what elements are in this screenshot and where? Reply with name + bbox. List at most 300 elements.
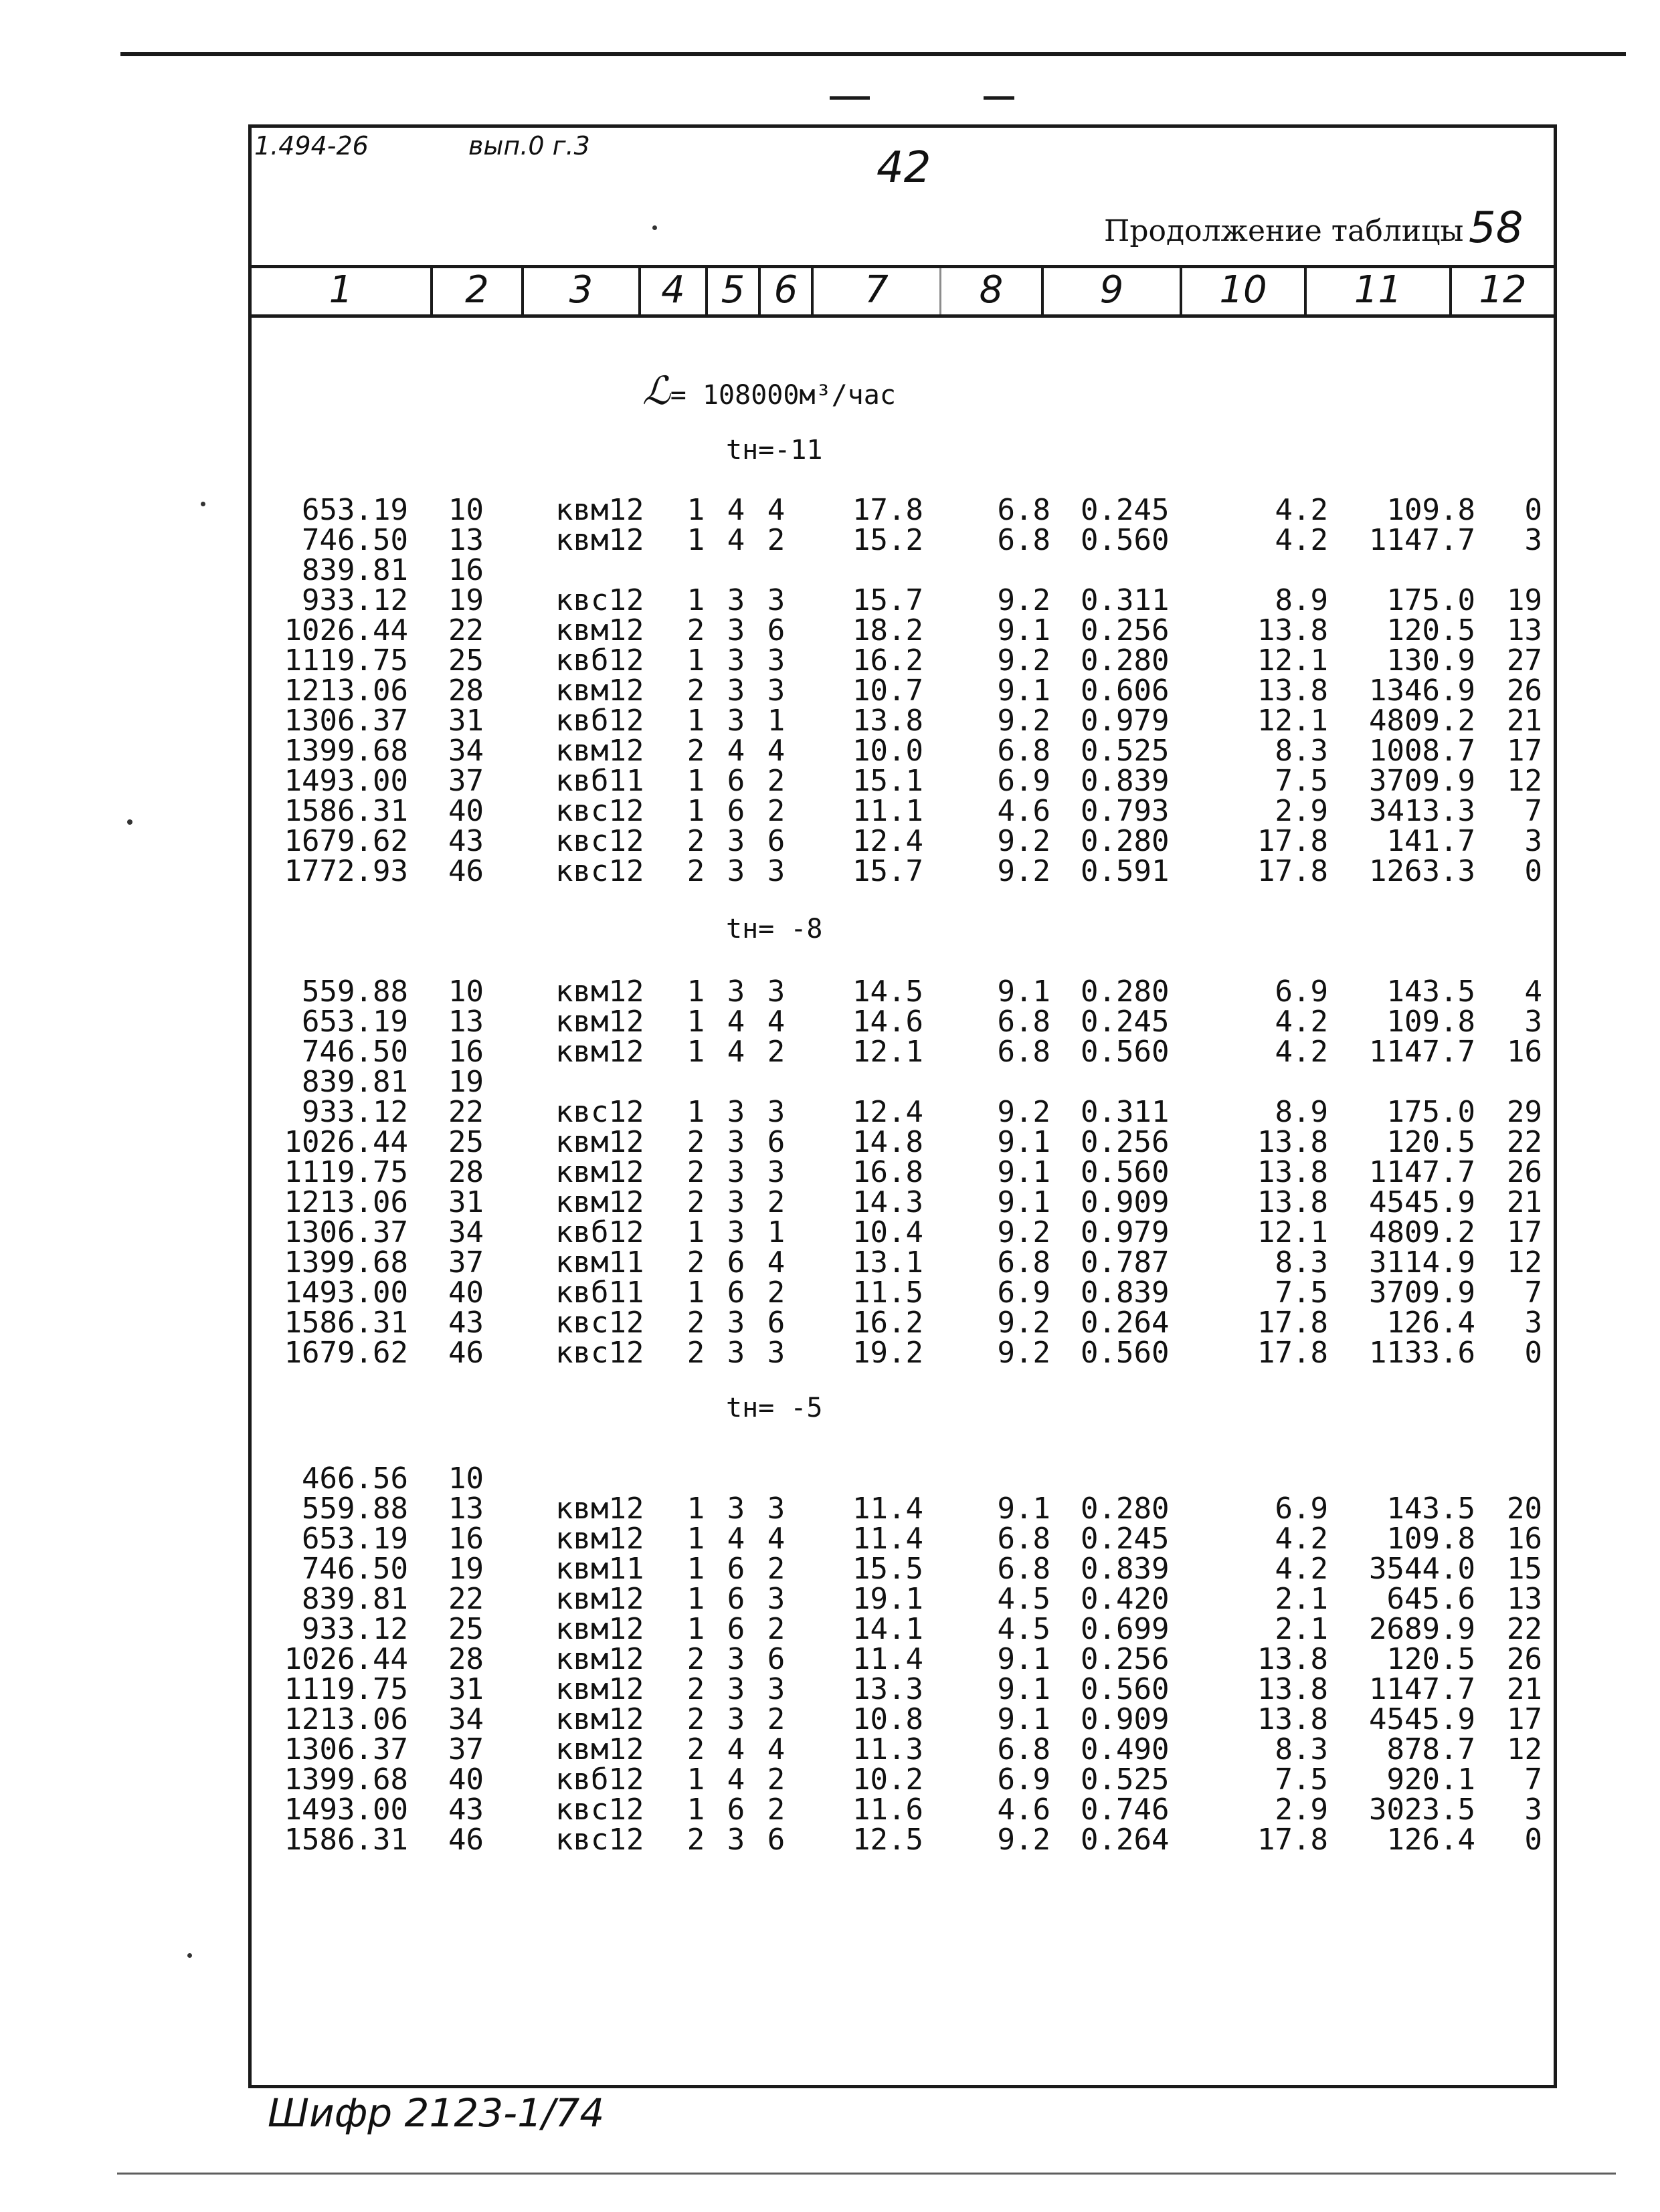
cell-col-10: 12.1 xyxy=(1257,643,1328,678)
cell-col-10: 6.9 xyxy=(1275,975,1328,1009)
cell-col-6: 3 xyxy=(767,1582,786,1616)
cell-col-8: 6.8 xyxy=(997,1005,1050,1039)
cell-col-1: 1399.68 xyxy=(284,1245,408,1280)
cell-col-8: 6.8 xyxy=(997,493,1050,527)
cell-col-8: 9.1 xyxy=(997,674,1050,708)
cell-col-10: 8.3 xyxy=(1275,1732,1328,1767)
cell-col-12: 3 xyxy=(1524,523,1542,557)
cell-col-9: 0.264 xyxy=(1081,1306,1170,1340)
cell-col-11: 1133.6 xyxy=(1369,1336,1475,1370)
cell-col-5: 3 xyxy=(727,975,745,1009)
cell-col-9: 0.909 xyxy=(1081,1702,1170,1736)
cell-col-4: 2 xyxy=(686,1306,705,1340)
cell-col-8: 6.8 xyxy=(997,523,1050,557)
flow-rate xyxy=(642,368,896,413)
cell-col-5: 3 xyxy=(727,1823,745,1857)
cell-col-10: 13.8 xyxy=(1257,1185,1328,1219)
cell-col-4: 2 xyxy=(686,1672,705,1706)
cell-col-6 xyxy=(756,1067,796,1097)
cell-col-7: 13.8 xyxy=(852,704,923,738)
cell-col-7: 10.0 xyxy=(852,734,923,768)
header-bottom-line xyxy=(248,314,1557,318)
cell-col-8: 6.8 xyxy=(997,1732,1050,1767)
cell-col-2: 22 xyxy=(448,613,484,647)
cell-col-5: 4 xyxy=(727,1005,745,1039)
cell-col-1: 1399.68 xyxy=(284,734,408,768)
cell-col-10: 13.8 xyxy=(1257,674,1328,708)
cell-col-2: 34 xyxy=(448,1702,484,1736)
cell-col-8: 9.1 xyxy=(997,975,1050,1009)
table-row xyxy=(254,856,1542,886)
cell-col-6: 3 xyxy=(767,1492,786,1526)
cell-col-4: 1 xyxy=(686,1582,705,1616)
cell-col-7: 11.4 xyxy=(852,1492,923,1526)
section-title-3: tн= -5 xyxy=(726,1393,823,1423)
cell-col-10: 17.8 xyxy=(1257,1823,1328,1857)
cell-col-6: 3 xyxy=(767,583,786,617)
cell-col-8: 6.8 xyxy=(997,1035,1050,1069)
table-row xyxy=(254,706,1542,736)
table-row xyxy=(254,1308,1542,1338)
cell-col-10: 8.3 xyxy=(1275,734,1328,768)
cell-col-8: 9.2 xyxy=(997,1306,1050,1340)
table-row xyxy=(254,1795,1542,1825)
page-number: 42 xyxy=(877,143,931,193)
cell-col-1: 1306.37 xyxy=(284,1215,408,1249)
cell-col-6 xyxy=(756,555,796,585)
table-number: 58 xyxy=(1469,203,1524,253)
cell-col-2: 43 xyxy=(448,1306,484,1340)
cell-col-3: квс12 xyxy=(555,794,644,828)
cell-col-9: 0.606 xyxy=(1081,674,1170,708)
cell-col-11: 2689.9 xyxy=(1369,1612,1475,1646)
cell-col-10: 8.9 xyxy=(1275,1095,1328,1129)
cell-col-7: 12.1 xyxy=(852,1035,923,1069)
cell-col-3: квб12 xyxy=(555,1215,644,1249)
table-row xyxy=(254,1734,1542,1765)
cell-col-3: квб11 xyxy=(555,764,644,798)
table-row xyxy=(254,826,1542,856)
cell-col-5: 3 xyxy=(727,1306,745,1340)
section-title-1: tн=-11 xyxy=(726,435,823,466)
cell-col-7: 11.3 xyxy=(852,1732,923,1767)
cell-col-4: 1 xyxy=(686,1492,705,1526)
cell-col-11 xyxy=(1328,1067,1475,1097)
top-dash-2 xyxy=(984,96,1014,100)
cell-col-7: 12.5 xyxy=(852,1823,923,1857)
cell-col-11 xyxy=(1328,555,1475,585)
cell-col-3: квс12 xyxy=(555,583,644,617)
cell-col-9: 0.560 xyxy=(1081,1336,1170,1370)
cell-col-9: 0.490 xyxy=(1081,1732,1170,1767)
cell-col-5: 4 xyxy=(727,1522,745,1556)
cell-col-12: 4 xyxy=(1524,975,1542,1009)
cell-col-12: 7 xyxy=(1524,1763,1542,1797)
cell-col-4: 1 xyxy=(686,1095,705,1129)
cell-col-8: 6.9 xyxy=(997,1763,1050,1797)
cell-col-4: 2 xyxy=(686,1702,705,1736)
top-rule xyxy=(120,52,1626,56)
cell-col-7: 14.5 xyxy=(852,975,923,1009)
cell-col-7: 13.1 xyxy=(852,1245,923,1280)
cell-col-10: 12.1 xyxy=(1257,704,1328,738)
cell-col-11: 4809.2 xyxy=(1369,704,1475,738)
table-row xyxy=(254,1157,1542,1187)
cell-col-10: 6.9 xyxy=(1275,1492,1328,1526)
cell-col-9 xyxy=(1050,1464,1228,1494)
cell-col-3: квм12 xyxy=(555,1155,644,1189)
cell-col-12: 3 xyxy=(1524,824,1542,858)
cell-col-11 xyxy=(1328,1464,1475,1494)
cell-col-8: 9.1 xyxy=(997,1702,1050,1736)
cell-col-10: 17.8 xyxy=(1257,1336,1328,1370)
cell-col-10: 12.1 xyxy=(1257,1215,1328,1249)
cell-col-4: 2 xyxy=(686,1185,705,1219)
flow-value: = 108000м³/час xyxy=(670,380,896,411)
cell-col-9: 0.839 xyxy=(1081,764,1170,798)
cell-col-4: 1 xyxy=(686,1522,705,1556)
cell-col-5: 6 xyxy=(727,1552,745,1586)
cell-col-9: 0.525 xyxy=(1081,734,1170,768)
col-header-4: 4 xyxy=(661,268,685,312)
cell-col-1: 1026.44 xyxy=(284,1642,408,1676)
cell-col-6: 6 xyxy=(767,1306,786,1340)
cell-col-11: 1147.7 xyxy=(1369,523,1475,557)
cell-col-1: 746.50 xyxy=(302,523,408,557)
cell-col-2: 25 xyxy=(448,1612,484,1646)
cell-col-10: 2.9 xyxy=(1275,1793,1328,1827)
cell-col-12 xyxy=(1475,1067,1542,1097)
cell-col-1: 839.81 xyxy=(302,1065,408,1099)
cell-col-7: 10.7 xyxy=(852,674,923,708)
cell-col-12: 3 xyxy=(1524,1005,1542,1039)
cell-col-9: 0.256 xyxy=(1081,1642,1170,1676)
cell-col-9: 0.560 xyxy=(1081,1672,1170,1706)
cell-col-1: 1586.31 xyxy=(284,1306,408,1340)
cell-col-8: 9.2 xyxy=(997,583,1050,617)
cell-col-10: 8.9 xyxy=(1275,583,1328,617)
col-header-6: 6 xyxy=(773,268,798,312)
cell-col-1: 933.12 xyxy=(302,1095,408,1129)
cell-col-12: 29 xyxy=(1507,1095,1542,1129)
table-row xyxy=(254,1338,1542,1368)
cell-col-8: 9.1 xyxy=(997,1492,1050,1526)
cell-col-2: 34 xyxy=(448,734,484,768)
cell-col-11: 1147.7 xyxy=(1369,1035,1475,1069)
cell-col-4: 2 xyxy=(686,1732,705,1767)
cell-col-2: 16 xyxy=(448,1035,484,1069)
cell-col-11: 126.4 xyxy=(1386,1823,1475,1857)
cell-col-9: 0.311 xyxy=(1081,1095,1170,1129)
cell-col-2: 31 xyxy=(448,1672,484,1706)
cell-col-10: 13.8 xyxy=(1257,1702,1328,1736)
cell-col-10: 4.2 xyxy=(1275,1035,1328,1069)
cell-col-2: 37 xyxy=(448,1245,484,1280)
cell-col-10: 7.5 xyxy=(1275,764,1328,798)
cell-col-10: 2.9 xyxy=(1275,794,1328,828)
cell-col-4: 2 xyxy=(686,1125,705,1159)
cell-col-1: 933.12 xyxy=(302,583,408,617)
cell-col-9: 0.591 xyxy=(1081,854,1170,888)
cell-col-7: 11.5 xyxy=(852,1276,923,1310)
cell-col-3: квм12 xyxy=(555,613,644,647)
cell-col-12: 0 xyxy=(1524,1336,1542,1370)
cell-col-4: 2 xyxy=(686,674,705,708)
cell-col-4: 2 xyxy=(686,613,705,647)
cell-col-9: 0.839 xyxy=(1081,1552,1170,1586)
cell-col-1: 1306.37 xyxy=(284,704,408,738)
cell-col-3: квб12 xyxy=(555,643,644,678)
cell-col-8: 9.2 xyxy=(997,1215,1050,1249)
cell-col-10: 4.2 xyxy=(1275,493,1328,527)
cell-col-12: 22 xyxy=(1507,1612,1542,1646)
cell-col-8: 9.2 xyxy=(997,1095,1050,1129)
cell-col-5: 6 xyxy=(727,1276,745,1310)
doc-code: 1.494-26 xyxy=(254,131,369,161)
cell-col-2: 34 xyxy=(448,1215,484,1249)
cell-col-6: 3 xyxy=(767,1672,786,1706)
cell-col-12: 12 xyxy=(1507,1245,1542,1280)
cell-col-12: 17 xyxy=(1507,1702,1542,1736)
cell-col-12: 27 xyxy=(1507,643,1542,678)
cell-col-5: 3 xyxy=(727,824,745,858)
cell-col-11: 1346.9 xyxy=(1369,674,1475,708)
col-header-2: 2 xyxy=(465,268,489,312)
cell-col-8: 9.1 xyxy=(997,1185,1050,1219)
cell-col-1: 1493.00 xyxy=(284,1793,408,1827)
table-row xyxy=(254,1464,1542,1494)
cell-col-2: 22 xyxy=(448,1095,484,1129)
cell-col-8: 9.2 xyxy=(997,1823,1050,1857)
cell-col-8: 6.9 xyxy=(997,1276,1050,1310)
cell-col-8: 9.2 xyxy=(997,854,1050,888)
cell-col-3: квм12 xyxy=(555,1702,644,1736)
cell-col-11: 1263.3 xyxy=(1369,854,1475,888)
cell-col-6: 6 xyxy=(767,613,786,647)
issue-note: вып.0 г.3 xyxy=(468,131,590,161)
cell-col-9: 0.420 xyxy=(1081,1582,1170,1616)
cell-col-10 xyxy=(1228,1464,1328,1494)
cell-col-12: 19 xyxy=(1507,583,1542,617)
cell-col-8 xyxy=(923,1464,1050,1494)
cell-col-12: 0 xyxy=(1524,854,1542,888)
cell-col-11: 109.8 xyxy=(1386,1522,1475,1556)
cell-col-12: 17 xyxy=(1507,734,1542,768)
cell-col-7: 11.4 xyxy=(852,1642,923,1676)
cell-col-12 xyxy=(1475,1464,1542,1494)
cell-col-3 xyxy=(542,555,676,585)
cell-col-9: 0.839 xyxy=(1081,1276,1170,1310)
cell-col-4 xyxy=(676,1067,716,1097)
cell-col-3: квс12 xyxy=(555,824,644,858)
cell-col-11: 3709.9 xyxy=(1369,764,1475,798)
table-row xyxy=(254,1097,1542,1127)
cell-col-5 xyxy=(716,1067,756,1097)
table-row xyxy=(254,736,1542,766)
cell-col-9: 0.525 xyxy=(1081,1763,1170,1797)
table-row xyxy=(254,645,1542,676)
cell-col-9: 0.264 xyxy=(1081,1823,1170,1857)
cell-col-3: квм12 xyxy=(555,1642,644,1676)
cell-col-11: 1147.7 xyxy=(1369,1672,1475,1706)
cell-col-9: 0.560 xyxy=(1081,523,1170,557)
cell-col-5: 3 xyxy=(727,1336,745,1370)
cell-col-6: 2 xyxy=(767,764,786,798)
cell-col-6: 3 xyxy=(767,1336,786,1370)
cell-col-11: 1008.7 xyxy=(1369,734,1475,768)
cell-col-6: 2 xyxy=(767,1185,786,1219)
cell-col-8: 6.8 xyxy=(997,1552,1050,1586)
cell-col-5: 3 xyxy=(727,613,745,647)
cell-col-10: 4.2 xyxy=(1275,1005,1328,1039)
cell-col-10: 17.8 xyxy=(1257,824,1328,858)
cell-col-12: 21 xyxy=(1507,704,1542,738)
cell-col-11: 143.5 xyxy=(1386,975,1475,1009)
cell-col-1: 1213.06 xyxy=(284,1702,408,1736)
cell-col-5: 3 xyxy=(727,854,745,888)
cell-col-2: 13 xyxy=(448,1005,484,1039)
cell-col-10: 13.8 xyxy=(1257,1672,1328,1706)
table-row xyxy=(254,1187,1542,1217)
cell-col-2: 40 xyxy=(448,1276,484,1310)
cell-col-11: 175.0 xyxy=(1386,583,1475,617)
cell-col-8: 9.2 xyxy=(997,643,1050,678)
cell-col-1: 746.50 xyxy=(302,1552,408,1586)
cell-col-11: 175.0 xyxy=(1386,1095,1475,1129)
cell-col-2: 25 xyxy=(448,1125,484,1159)
cell-col-2: 40 xyxy=(448,1763,484,1797)
cell-col-7: 14.1 xyxy=(852,1612,923,1646)
scan-speck xyxy=(652,225,657,230)
cell-col-1: 1119.75 xyxy=(284,643,408,678)
cell-col-11: 120.5 xyxy=(1386,1125,1475,1159)
cell-col-8: 6.8 xyxy=(997,1245,1050,1280)
cell-col-9: 0.280 xyxy=(1081,975,1170,1009)
cell-col-2: 13 xyxy=(448,1492,484,1526)
cell-col-3: квм12 xyxy=(555,1522,644,1556)
cell-col-1: 933.12 xyxy=(302,1612,408,1646)
cell-col-9 xyxy=(1050,555,1228,585)
cell-col-4: 2 xyxy=(686,734,705,768)
cell-col-11: 120.5 xyxy=(1386,613,1475,647)
cell-col-4: 2 xyxy=(686,1245,705,1280)
cell-col-3: квм12 xyxy=(555,975,644,1009)
cell-col-7: 13.3 xyxy=(852,1672,923,1706)
cell-col-3: квм12 xyxy=(555,1185,644,1219)
cell-col-8: 4.5 xyxy=(997,1582,1050,1616)
cell-col-11: 4545.9 xyxy=(1369,1702,1475,1736)
cell-col-3: квс12 xyxy=(555,1823,644,1857)
table-row xyxy=(254,1127,1542,1157)
cell-col-5: 6 xyxy=(727,1245,745,1280)
cell-col-7 xyxy=(796,1464,923,1494)
cell-col-12: 21 xyxy=(1507,1185,1542,1219)
col-header-11: 11 xyxy=(1354,268,1402,312)
table-row xyxy=(254,766,1542,796)
table-row xyxy=(254,1584,1542,1614)
cell-col-7: 19.1 xyxy=(852,1582,923,1616)
cell-col-5 xyxy=(716,1464,756,1494)
cell-col-12 xyxy=(1475,555,1542,585)
cell-col-4: 1 xyxy=(686,1276,705,1310)
cell-col-9: 0.793 xyxy=(1081,794,1170,828)
cell-col-11: 1147.7 xyxy=(1369,1155,1475,1189)
cell-col-5: 4 xyxy=(727,1035,745,1069)
cell-col-4: 2 xyxy=(686,854,705,888)
cell-col-9: 0.560 xyxy=(1081,1155,1170,1189)
cell-col-5: 6 xyxy=(727,1612,745,1646)
cell-col-12: 12 xyxy=(1507,764,1542,798)
cell-col-6: 4 xyxy=(767,1005,786,1039)
table-row xyxy=(254,1554,1542,1584)
cell-col-4: 1 xyxy=(686,643,705,678)
table-row xyxy=(254,1825,1542,1855)
cell-col-11: 4809.2 xyxy=(1369,1215,1475,1249)
cell-col-4: 2 xyxy=(686,824,705,858)
section-title-2: tн= -8 xyxy=(726,914,823,944)
cell-col-3: квм11 xyxy=(555,1245,644,1280)
bottom-rule xyxy=(117,2173,1616,2175)
cell-col-6: 2 xyxy=(767,1612,786,1646)
cell-col-12: 16 xyxy=(1507,1522,1542,1556)
cell-col-6: 4 xyxy=(767,493,786,527)
cell-col-2: 46 xyxy=(448,1823,484,1857)
cell-col-8 xyxy=(923,555,1050,585)
cell-col-9 xyxy=(1050,1067,1228,1097)
cell-col-1: 1213.06 xyxy=(284,1185,408,1219)
cell-col-2: 43 xyxy=(448,1793,484,1827)
cell-col-3: квм12 xyxy=(555,734,644,768)
cell-col-5: 3 xyxy=(727,1185,745,1219)
cell-col-2: 31 xyxy=(448,1185,484,1219)
col-header-10: 10 xyxy=(1219,268,1267,312)
cell-col-2: 28 xyxy=(448,1155,484,1189)
cell-col-5: 6 xyxy=(727,1582,745,1616)
cell-col-2: 19 xyxy=(448,1065,484,1099)
cell-col-10: 7.5 xyxy=(1275,1276,1328,1310)
cell-col-7: 16.8 xyxy=(852,1155,923,1189)
cell-col-3 xyxy=(542,1464,676,1494)
cell-col-12: 20 xyxy=(1507,1492,1542,1526)
table-row xyxy=(254,495,1542,525)
cell-col-1: 1679.62 xyxy=(284,824,408,858)
cell-col-8: 9.2 xyxy=(997,1336,1050,1370)
cell-col-1: 1119.75 xyxy=(284,1672,408,1706)
cell-col-10: 13.8 xyxy=(1257,613,1328,647)
cell-col-10: 17.8 xyxy=(1257,854,1328,888)
cell-col-6: 4 xyxy=(767,1732,786,1767)
cell-col-12: 26 xyxy=(1507,1642,1542,1676)
cell-col-3: квм12 xyxy=(555,674,644,708)
cell-col-1: 653.19 xyxy=(302,493,408,527)
cell-col-10: 7.5 xyxy=(1275,1763,1328,1797)
table-row xyxy=(254,977,1542,1007)
table-row xyxy=(254,1674,1542,1704)
cell-col-12: 15 xyxy=(1507,1552,1542,1586)
cell-col-7: 15.2 xyxy=(852,523,923,557)
cell-col-7: 16.2 xyxy=(852,643,923,678)
cell-col-9: 0.909 xyxy=(1081,1185,1170,1219)
cell-col-6: 2 xyxy=(767,523,786,557)
cell-col-3: квм12 xyxy=(555,1672,644,1706)
cell-col-6: 4 xyxy=(767,1245,786,1280)
col-header-8: 8 xyxy=(979,268,1004,312)
cell-col-3: квм12 xyxy=(555,1125,644,1159)
cell-col-1: 466.56 xyxy=(302,1462,408,1496)
cell-col-8: 4.6 xyxy=(997,794,1050,828)
cell-col-3: квс12 xyxy=(555,1095,644,1129)
cell-col-9: 0.746 xyxy=(1081,1793,1170,1827)
